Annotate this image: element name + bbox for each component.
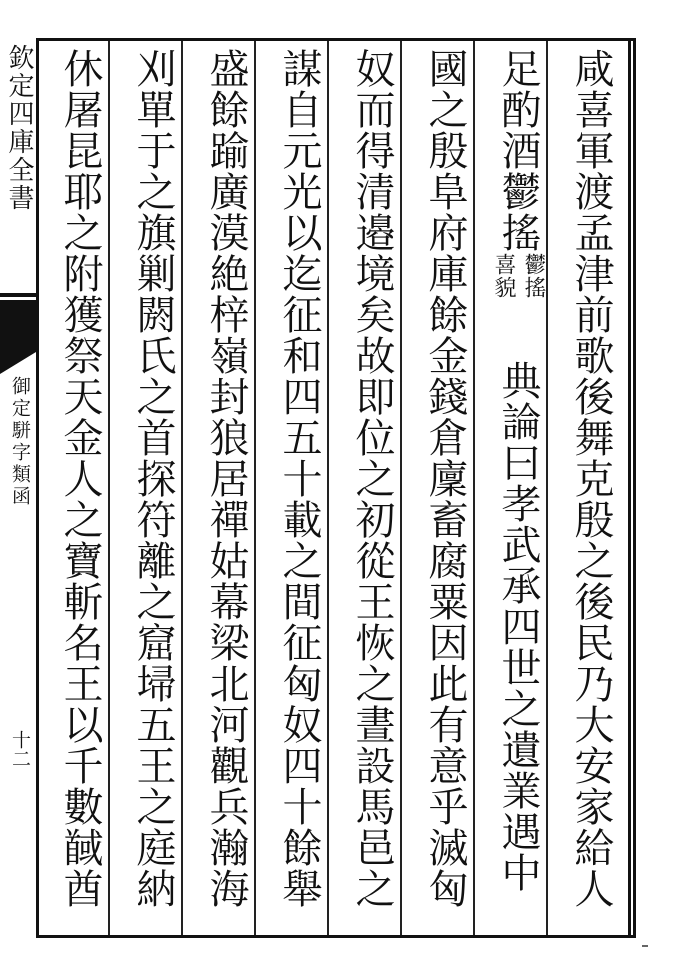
page-number: 十二: [9, 730, 31, 768]
text-column-5: 謀自元光以迄征和四五十載之間征匈奴四十餘舉: [276, 48, 322, 909]
text-column-1: 咸喜軍渡孟津前歌後舞克殷之後民乃大安家給人: [568, 48, 614, 909]
column-2-text-upper: 足酌酒鬱搖: [495, 48, 541, 253]
column-2-annotation: [487, 253, 549, 373]
text-column-7: 刈單于之旗剿閼氏之首探符離之窟埽五王之庭納: [130, 48, 176, 909]
text-column-4: 奴而得清邉境矣故即位之初從王恢之晝設馬邑之: [349, 48, 395, 909]
annotation-line-2: 喜貌: [491, 253, 516, 299]
text-column-8: 休屠昆耶之附獲祭天金人之寶斬名王以千數馘酋: [57, 48, 103, 909]
book-spine-margin: [0, 38, 36, 938]
column-2-text-lower: 典論曰孝武承四世之遺業遇中: [495, 360, 541, 893]
fishtail-wedge: [0, 352, 36, 374]
text-column-2: [487, 48, 549, 928]
fishtail-line: [0, 293, 36, 297]
frame-double-line: [628, 38, 631, 938]
fishtail-band: [0, 300, 36, 352]
text-column-3: 國之殷阜府庫餘金錢倉廩畜腐粟因此有意乎滅匈: [422, 48, 468, 909]
volume-subtitle: 御定駢字類函: [9, 376, 31, 508]
text-column-6: 盛餘踰廣漠絶梓嶺封狼居禪姑幕梁北河觀兵瀚海: [203, 48, 249, 909]
annotation-line-1: 鬱搖: [521, 253, 546, 299]
page-edge-mark: [642, 945, 648, 947]
book-title: 欽定四庫全書: [4, 44, 34, 212]
